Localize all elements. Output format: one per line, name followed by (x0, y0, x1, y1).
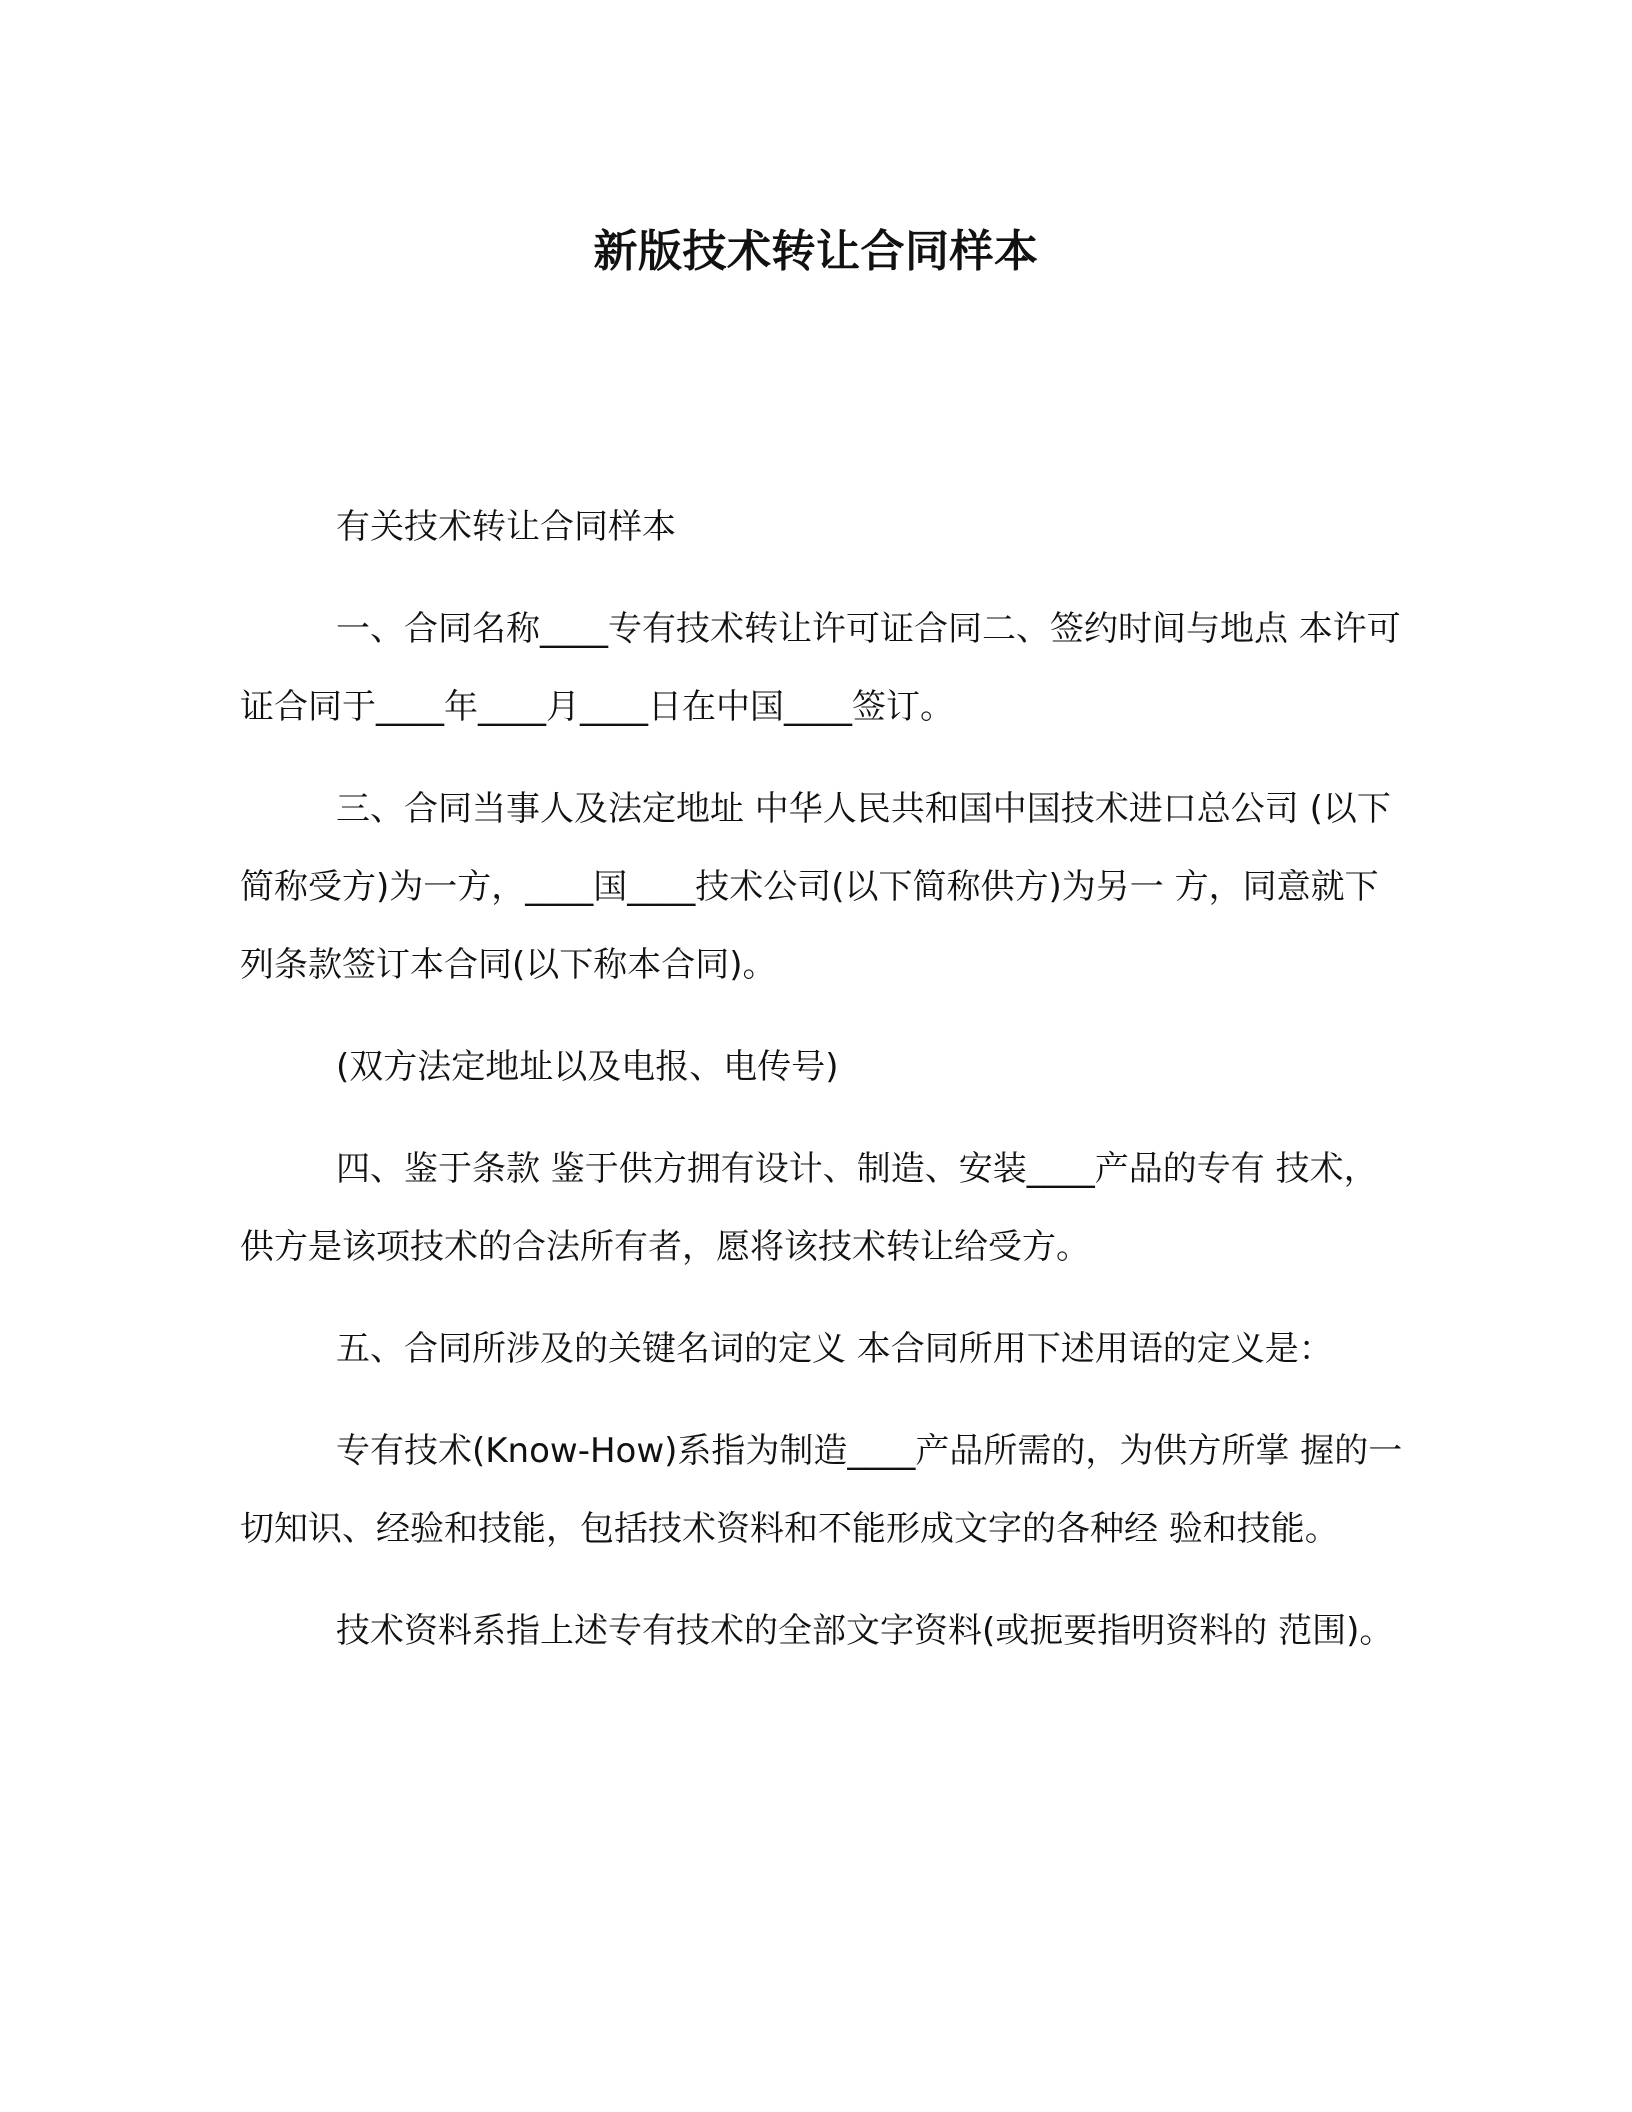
paragraph-addresses-note: (双方法定地址以及电报、电传号) (336, 1047, 839, 1087)
paragraph-contract-name-and-signing: 一、合同名称____专有技术转让许可证合同二、签约时间与地点 本许可证合同于____年____月____日在中国____签订。 (240, 609, 1401, 727)
paragraph-heading: 有关技术转让合同样本 (336, 507, 676, 547)
document-title: 新版技术转让合同样本 (593, 226, 1039, 277)
document-body (240, 488, 1408, 1694)
paragraph-definitions: 五、合同所涉及的关键名词的定义 本合同所用下述用语的定义是： (336, 1329, 1333, 1369)
paragraph-whereas: 四、鉴于条款 鉴于供方拥有设计、制造、安装____产品的专有 技术，供方是该项技术的合法所有者，愿将该技术转让给受方。 (240, 1149, 1378, 1267)
paragraph-know-how: 专有技术(Know-How)系指为制造____产品所需的，为供方所掌 握的一切知识、经验和技能，包括技术资料和不能形成文字的各种经 验和技能。 (240, 1431, 1403, 1549)
paragraph-technical-data: 技术资料系指上述专有技术的全部文字资料(或扼要指明资料的 范围)。 (336, 1611, 1394, 1651)
paragraph-parties: 三、合同当事人及法定地址 中华人民共和国中国技术进口总公司 (以下简称受方)为一方，____国____技术公司(以下简称供方)为另一 方，同意就下列条款签订本合同(以下称本合同)。 (240, 789, 1391, 985)
